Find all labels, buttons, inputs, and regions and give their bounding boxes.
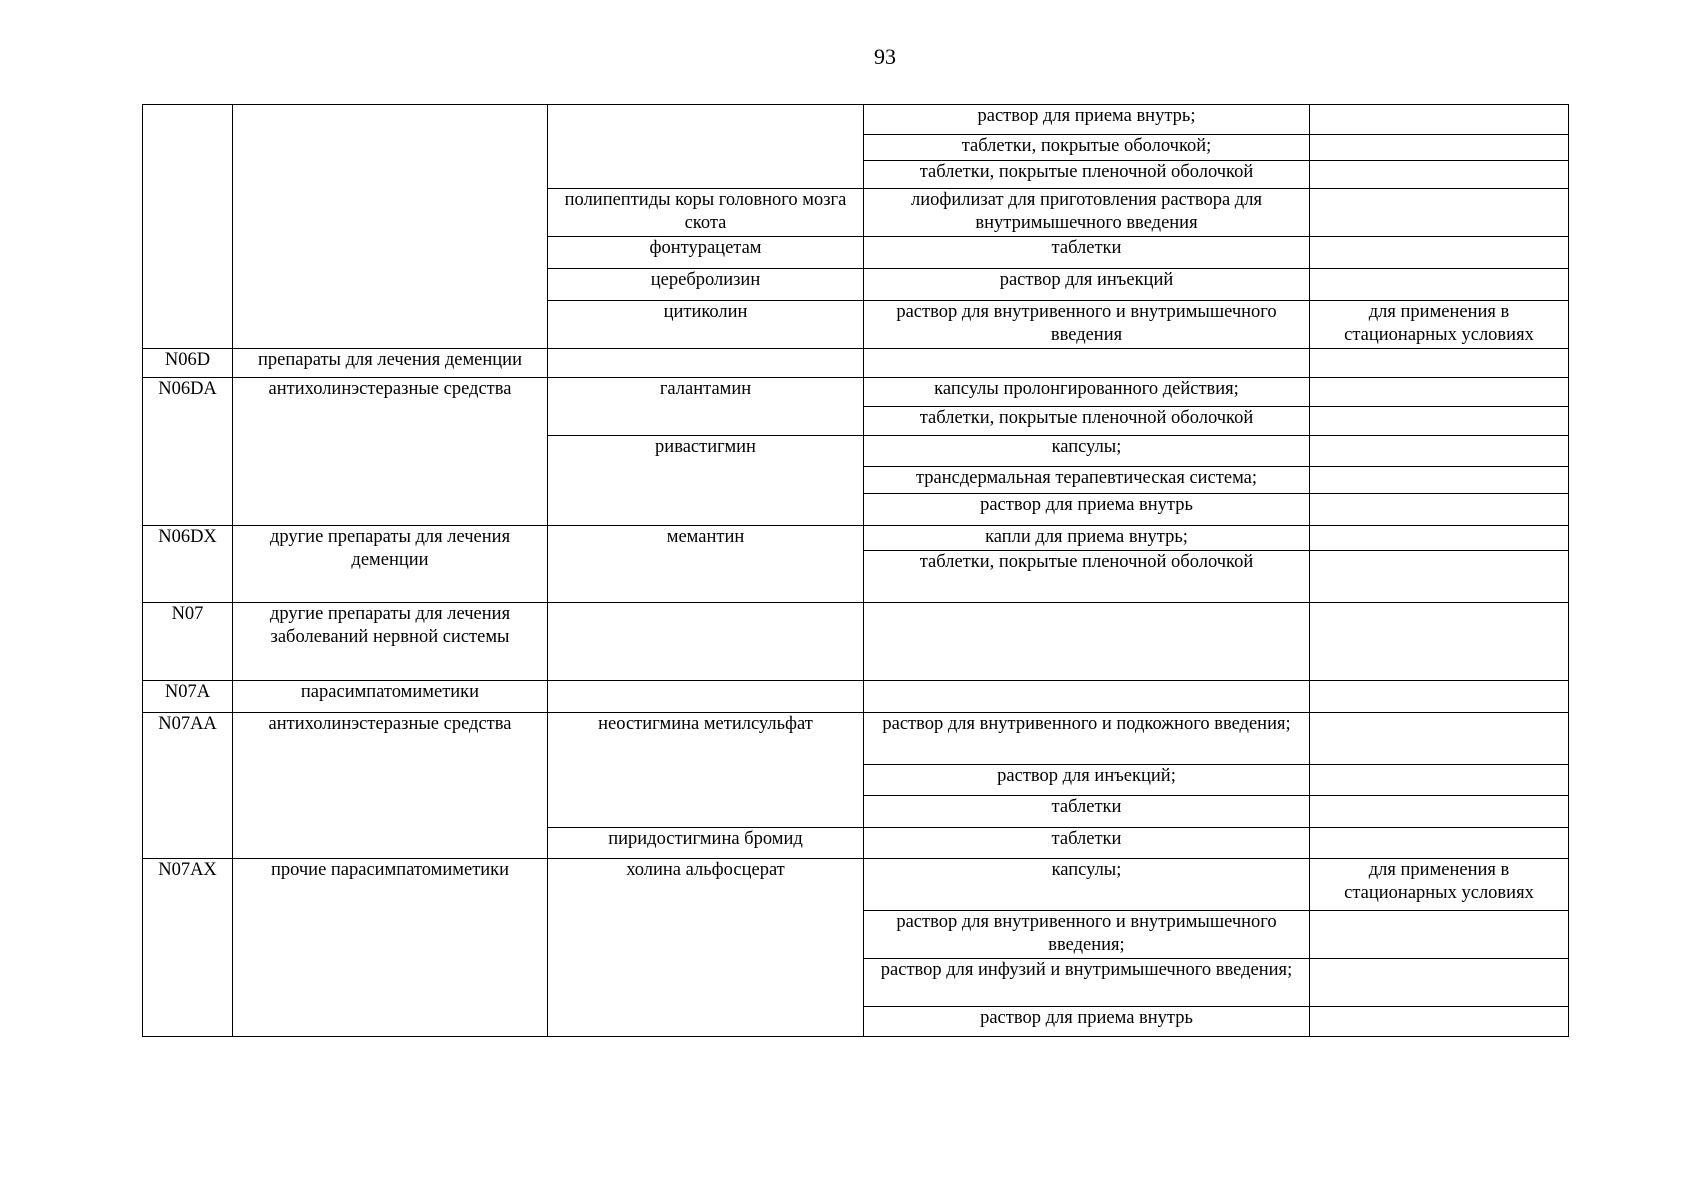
note-cell	[1310, 135, 1569, 161]
drug-cell: холина альфосцерат	[548, 859, 864, 1037]
dosage-form-cell: раствор для внутривенного и внутримышечного введения;	[864, 911, 1310, 959]
table-row	[143, 526, 1569, 551]
note-cell	[1310, 713, 1569, 765]
note-cell	[1310, 378, 1569, 407]
dosage-form-cell: таблетки, покрытые пленочной оболочкой	[864, 407, 1310, 436]
dosage-form-cell: таблетки	[864, 828, 1310, 859]
drug-cell: мемантин	[548, 526, 864, 603]
dosage-form-cell: раствор для внутривенного и подкожного введения;	[864, 713, 1310, 765]
table-row	[143, 349, 1569, 378]
note-cell	[1310, 161, 1569, 189]
dosage-form-cell: раствор для инъекций	[864, 269, 1310, 301]
drug-table	[142, 104, 1569, 1037]
atc-code-cell: N07	[143, 603, 233, 681]
dosage-form-cell: капсулы;	[864, 859, 1310, 911]
dosage-form-cell: раствор для приема внутрь;	[864, 105, 1310, 135]
note-cell	[1310, 603, 1569, 681]
atc-code-cell: N06DX	[143, 526, 233, 603]
table-row	[143, 603, 1569, 681]
table-row	[143, 859, 1569, 911]
group-cell: другие препараты для лечения деменции	[233, 526, 548, 603]
atc-code-cell: N07AA	[143, 713, 233, 859]
atc-code-cell	[143, 105, 233, 349]
dosage-form-cell	[864, 681, 1310, 713]
dosage-form-cell: таблетки, покрытые пленочной оболочкой	[864, 551, 1310, 603]
group-cell: другие препараты для лечения заболеваний нервной системы	[233, 603, 548, 681]
atc-code-cell: N07A	[143, 681, 233, 713]
drug-cell: церебролизин	[548, 269, 864, 301]
note-cell	[1310, 911, 1569, 959]
drug-cell	[548, 105, 864, 189]
note-cell	[1310, 551, 1569, 603]
dosage-form-cell	[864, 349, 1310, 378]
note-cell	[1310, 189, 1569, 237]
dosage-form-cell	[864, 603, 1310, 681]
group-cell	[233, 105, 548, 349]
drug-cell: цитиколин	[548, 301, 864, 349]
note-cell	[1310, 681, 1569, 713]
note-cell	[1310, 436, 1569, 467]
note-cell	[1310, 765, 1569, 796]
page-number: 93	[874, 44, 896, 69]
drug-cell: полипептиды коры головного мозга скота	[548, 189, 864, 237]
group-cell: прочие парасимпатомиметики	[233, 859, 548, 1037]
note-cell	[1310, 959, 1569, 1007]
dosage-form-cell: лиофилизат для приготовления раствора для внутримышечного введения	[864, 189, 1310, 237]
note-cell	[1310, 407, 1569, 436]
dosage-form-cell: раствор для внутривенного и внутримышечного введения	[864, 301, 1310, 349]
group-cell: антихолинэстеразные средства	[233, 713, 548, 859]
table-row	[143, 378, 1569, 407]
note-cell	[1310, 526, 1569, 551]
drug-cell: фонтурацетам	[548, 237, 864, 269]
note-cell	[1310, 105, 1569, 135]
dosage-form-cell: капли для приема внутрь;	[864, 526, 1310, 551]
table-row	[143, 713, 1569, 765]
atc-code-cell: N06D	[143, 349, 233, 378]
note-cell	[1310, 796, 1569, 828]
drug-cell	[548, 349, 864, 378]
dosage-form-cell: раствор для приема внутрь	[864, 1007, 1310, 1037]
dosage-form-cell: таблетки, покрытые пленочной оболочкой	[864, 161, 1310, 189]
note-cell	[1310, 237, 1569, 269]
drug-cell: галантамин	[548, 378, 864, 436]
group-cell: препараты для лечения деменции	[233, 349, 548, 378]
note-cell	[1310, 494, 1569, 526]
group-cell: парасимпатомиметики	[233, 681, 548, 713]
drug-cell	[548, 681, 864, 713]
table-row	[143, 681, 1569, 713]
note-cell	[1310, 828, 1569, 859]
dosage-form-cell: капсулы;	[864, 436, 1310, 467]
drug-cell	[548, 603, 864, 681]
atc-code-cell: N06DA	[143, 378, 233, 526]
drug-cell: неостигмина метилсульфат	[548, 713, 864, 828]
note-cell	[1310, 467, 1569, 494]
note-cell: для применения в стационарных условиях	[1310, 859, 1569, 911]
dosage-form-cell: таблетки	[864, 237, 1310, 269]
dosage-form-cell: капсулы пролонгированного действия;	[864, 378, 1310, 407]
dosage-form-cell: раствор для приема внутрь	[864, 494, 1310, 526]
dosage-form-cell: раствор для инъекций;	[864, 765, 1310, 796]
dosage-form-cell: раствор для инфузий и внутримышечного введения;	[864, 959, 1310, 1007]
note-cell: для применения в стационарных условиях	[1310, 301, 1569, 349]
drug-cell: пиридостигмина бромид	[548, 828, 864, 859]
note-cell	[1310, 349, 1569, 378]
dosage-form-cell: таблетки	[864, 796, 1310, 828]
dosage-form-cell: трансдермальная терапевтическая система;	[864, 467, 1310, 494]
group-cell: антихолинэстеразные средства	[233, 378, 548, 526]
atc-code-cell: N07AX	[143, 859, 233, 1037]
table-row	[143, 105, 1569, 135]
note-cell	[1310, 269, 1569, 301]
drug-cell: ривастигмин	[548, 436, 864, 526]
note-cell	[1310, 1007, 1569, 1037]
dosage-form-cell: таблетки, покрытые оболочкой;	[864, 135, 1310, 161]
